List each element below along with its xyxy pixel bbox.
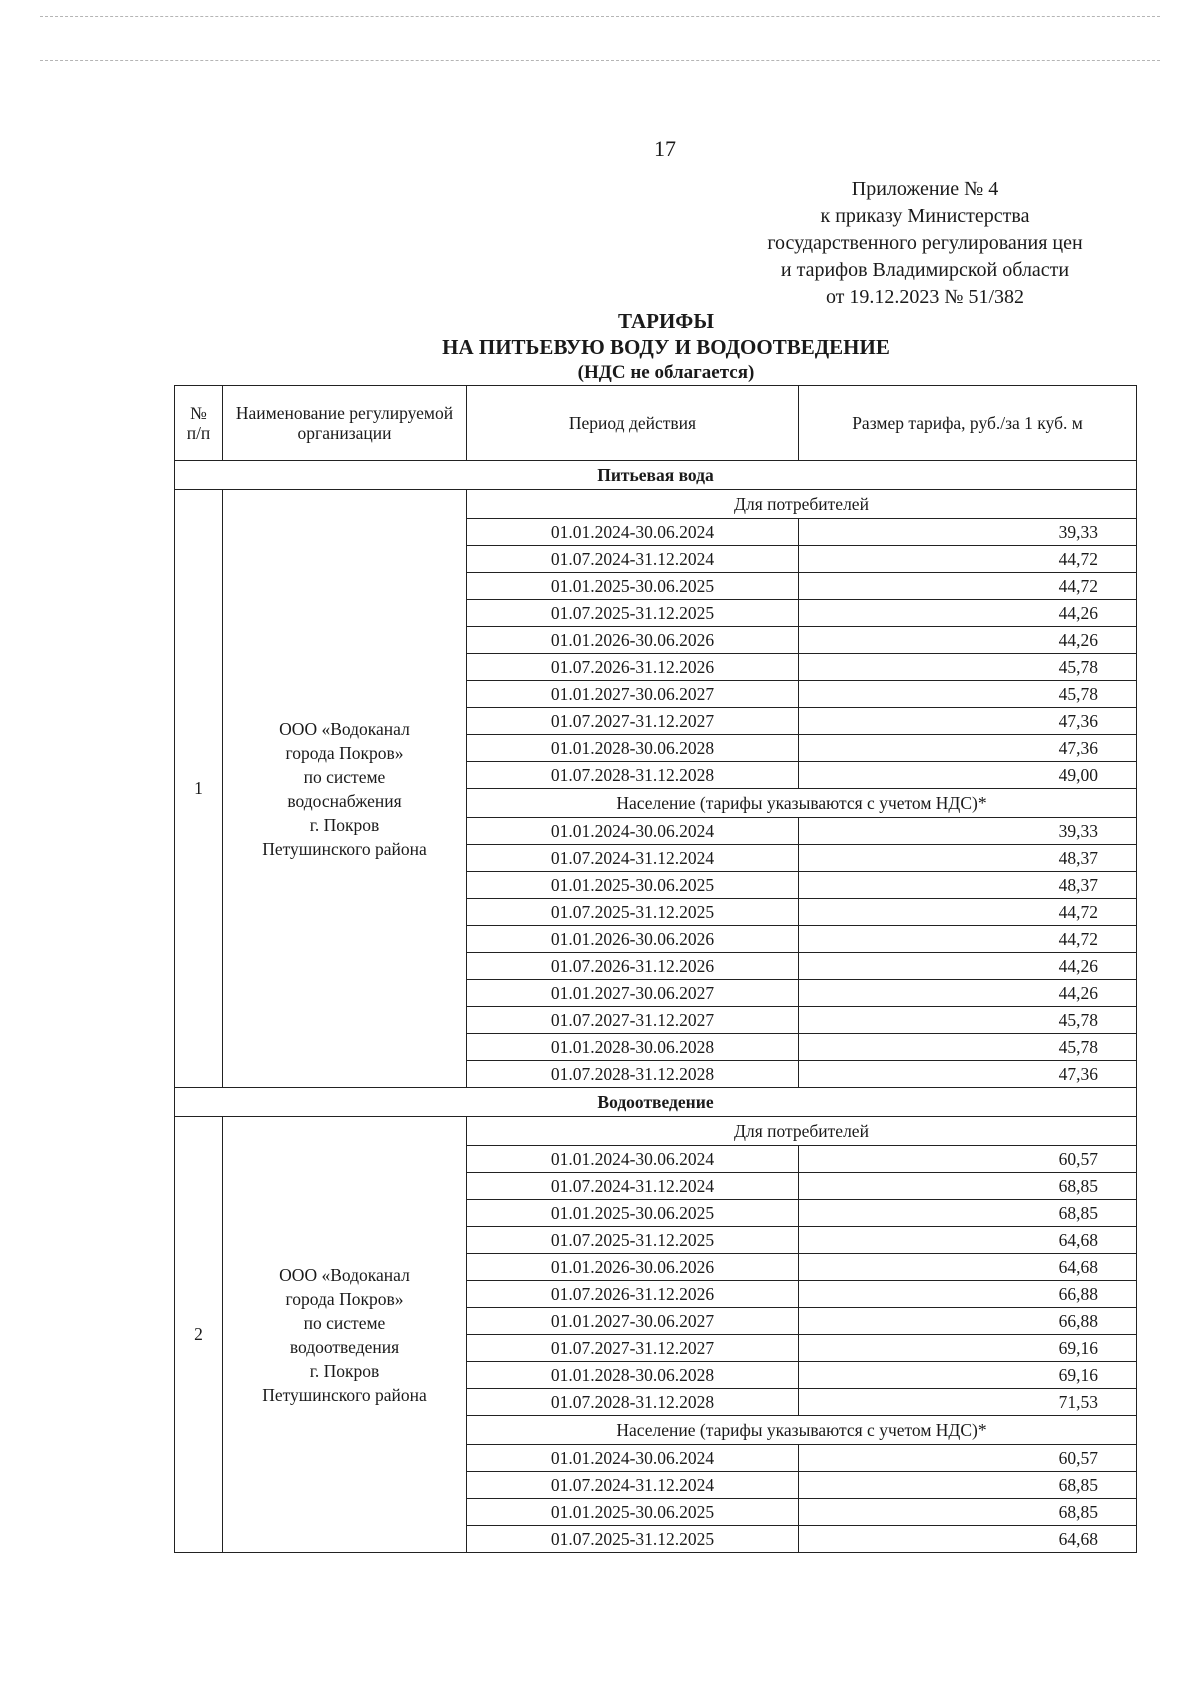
organization-line: города Покров» [285, 1288, 404, 1309]
tariff-value-cell: 45,78 [799, 1034, 1137, 1061]
period-cell: 01.01.2028-30.06.2028 [467, 1034, 799, 1061]
period-cell: 01.07.2027-31.12.2027 [467, 1007, 799, 1034]
tariff-value-cell: 64,68 [799, 1254, 1137, 1281]
period-cell: 01.01.2024-30.06.2024 [467, 519, 799, 546]
scan-artifact-line [40, 16, 1160, 18]
period-cell: 01.01.2024-30.06.2024 [467, 1445, 799, 1472]
title-line: (НДС не облагается) [577, 362, 755, 383]
tariff-value-cell: 44,72 [799, 899, 1137, 926]
appendix-block [700, 176, 1150, 311]
period-cell: 01.01.2026-30.06.2026 [467, 926, 799, 953]
tariff-value-cell: 69,16 [799, 1335, 1137, 1362]
group-row [175, 1117, 1137, 1146]
period-cell: 01.07.2025-31.12.2025 [467, 899, 799, 926]
tariff-value-cell: 39,33 [799, 519, 1137, 546]
organization-line: по системе [303, 1312, 386, 1333]
period-cell: 01.07.2026-31.12.2026 [467, 953, 799, 980]
row-number: 2 [175, 1117, 223, 1553]
group-label: Для потребителей [467, 490, 1137, 519]
period-cell: 01.07.2024-31.12.2024 [467, 1173, 799, 1200]
tariff-value-cell: 64,68 [799, 1227, 1137, 1254]
period-cell: 01.07.2025-31.12.2025 [467, 600, 799, 627]
header-org: Наименование регулируемой организации [223, 386, 467, 461]
tariff-value-cell: 44,72 [799, 546, 1137, 573]
period-cell: 01.01.2028-30.06.2028 [467, 735, 799, 762]
tariff-value-cell: 48,37 [799, 872, 1137, 899]
period-cell: 01.07.2028-31.12.2028 [467, 1061, 799, 1088]
tariff-value-cell: 47,36 [799, 735, 1137, 762]
tariff-value-cell: 45,78 [799, 1007, 1137, 1034]
organization-line: г. Покров [309, 1360, 380, 1381]
tariff-value-cell: 68,85 [799, 1173, 1137, 1200]
period-cell: 01.01.2025-30.06.2025 [467, 1200, 799, 1227]
period-cell: 01.07.2026-31.12.2026 [467, 654, 799, 681]
title-line: ТАРИФЫ [618, 309, 714, 333]
period-cell: 01.07.2025-31.12.2025 [467, 1526, 799, 1553]
appendix-line: от 19.12.2023 № 51/382 [825, 286, 1025, 308]
section-row [175, 461, 1137, 490]
organization-line: водоотведения [289, 1336, 400, 1357]
tariff-value-cell: 47,36 [799, 708, 1137, 735]
tariff-value-cell: 44,26 [799, 627, 1137, 654]
period-cell: 01.07.2028-31.12.2028 [467, 762, 799, 789]
period-cell: 01.07.2027-31.12.2027 [467, 708, 799, 735]
tariff-value-cell: 64,68 [799, 1526, 1137, 1553]
period-cell: 01.07.2024-31.12.2024 [467, 1472, 799, 1499]
tariff-value-cell: 45,78 [799, 654, 1137, 681]
tariff-value-cell: 44,72 [799, 926, 1137, 953]
period-cell: 01.07.2024-31.12.2024 [467, 845, 799, 872]
group-label: Для потребителей [467, 1117, 1137, 1146]
tariff-value-cell: 47,36 [799, 1061, 1137, 1088]
tariff-value-cell: 45,78 [799, 681, 1137, 708]
header-tariff: Размер тарифа, руб./за 1 куб. м [799, 386, 1137, 461]
header-period: Период действия [467, 386, 799, 461]
tariff-value-cell: 49,00 [799, 762, 1137, 789]
period-cell: 01.01.2027-30.06.2027 [467, 980, 799, 1007]
organization-line: водоснабжения [287, 790, 402, 811]
organization-line: города Покров» [285, 742, 404, 763]
organization-name [223, 1117, 467, 1553]
page-number: 17 [654, 136, 676, 161]
group-label: Население (тарифы указываются с учетом НДС)* [467, 789, 1137, 818]
tariff-value-cell: 44,26 [799, 953, 1137, 980]
section-title: Питьевая вода [175, 461, 1137, 490]
period-cell: 01.01.2025-30.06.2025 [467, 573, 799, 600]
period-cell: 01.01.2026-30.06.2026 [467, 1254, 799, 1281]
tariffs-table [174, 385, 1137, 1553]
tariff-value-cell: 60,57 [799, 1445, 1137, 1472]
tariff-value-cell: 44,26 [799, 980, 1137, 1007]
row-number: 1 [175, 490, 223, 1088]
tariff-value-cell: 44,72 [799, 573, 1137, 600]
period-cell: 01.07.2025-31.12.2025 [467, 1227, 799, 1254]
organization-line: ООО «Водоканал [279, 718, 410, 739]
period-cell: 01.01.2024-30.06.2024 [467, 1146, 799, 1173]
appendix-line: государственного регулирования цен [767, 232, 1083, 254]
period-cell: 01.01.2026-30.06.2026 [467, 627, 799, 654]
tariff-value-cell: 48,37 [799, 845, 1137, 872]
period-cell: 01.07.2024-31.12.2024 [467, 546, 799, 573]
tariff-value-cell: 39,33 [799, 818, 1137, 845]
section-title: Водоотведение [175, 1088, 1137, 1117]
appendix-line: Приложение № 4 [851, 178, 999, 200]
appendix-line: и тарифов Владимирской области [780, 259, 1070, 281]
tariff-value-cell: 66,88 [799, 1281, 1137, 1308]
organization-line: Петушинского района [262, 838, 427, 859]
period-cell: 01.01.2027-30.06.2027 [467, 681, 799, 708]
tariff-value-cell: 71,53 [799, 1389, 1137, 1416]
document-title [330, 308, 1002, 386]
table-header-row [175, 386, 1137, 461]
tariff-value-cell: 44,26 [799, 600, 1137, 627]
period-cell: 01.07.2028-31.12.2028 [467, 1389, 799, 1416]
organization-line: по системе [303, 766, 386, 787]
appendix-line: к приказу Министерства [820, 205, 1030, 227]
period-cell: 01.01.2025-30.06.2025 [467, 872, 799, 899]
group-row [175, 490, 1137, 519]
group-label: Население (тарифы указываются с учетом НДС)* [467, 1416, 1137, 1445]
section-row [175, 1088, 1137, 1117]
tariff-value-cell: 68,85 [799, 1499, 1137, 1526]
organization-line: ООО «Водоканал [279, 1264, 410, 1285]
tariff-value-cell: 60,57 [799, 1146, 1137, 1173]
period-cell: 01.07.2027-31.12.2027 [467, 1335, 799, 1362]
scan-artifact-line [40, 60, 1160, 62]
tariff-value-cell: 68,85 [799, 1200, 1137, 1227]
tariff-value-cell: 66,88 [799, 1308, 1137, 1335]
organization-name [223, 490, 467, 1088]
organization-line: г. Покров [309, 814, 380, 835]
period-cell: 01.07.2026-31.12.2026 [467, 1281, 799, 1308]
tariff-value-cell: 69,16 [799, 1362, 1137, 1389]
title-line: НА ПИТЬЕВУЮ ВОДУ И ВОДООТВЕДЕНИЕ [442, 335, 890, 359]
period-cell: 01.01.2025-30.06.2025 [467, 1499, 799, 1526]
table-body [175, 461, 1137, 1553]
period-cell: 01.01.2028-30.06.2028 [467, 1362, 799, 1389]
period-cell: 01.01.2027-30.06.2027 [467, 1308, 799, 1335]
period-cell: 01.01.2024-30.06.2024 [467, 818, 799, 845]
organization-line: Петушинского района [262, 1384, 427, 1405]
header-num: № п/п [175, 386, 223, 461]
tariff-value-cell: 68,85 [799, 1472, 1137, 1499]
